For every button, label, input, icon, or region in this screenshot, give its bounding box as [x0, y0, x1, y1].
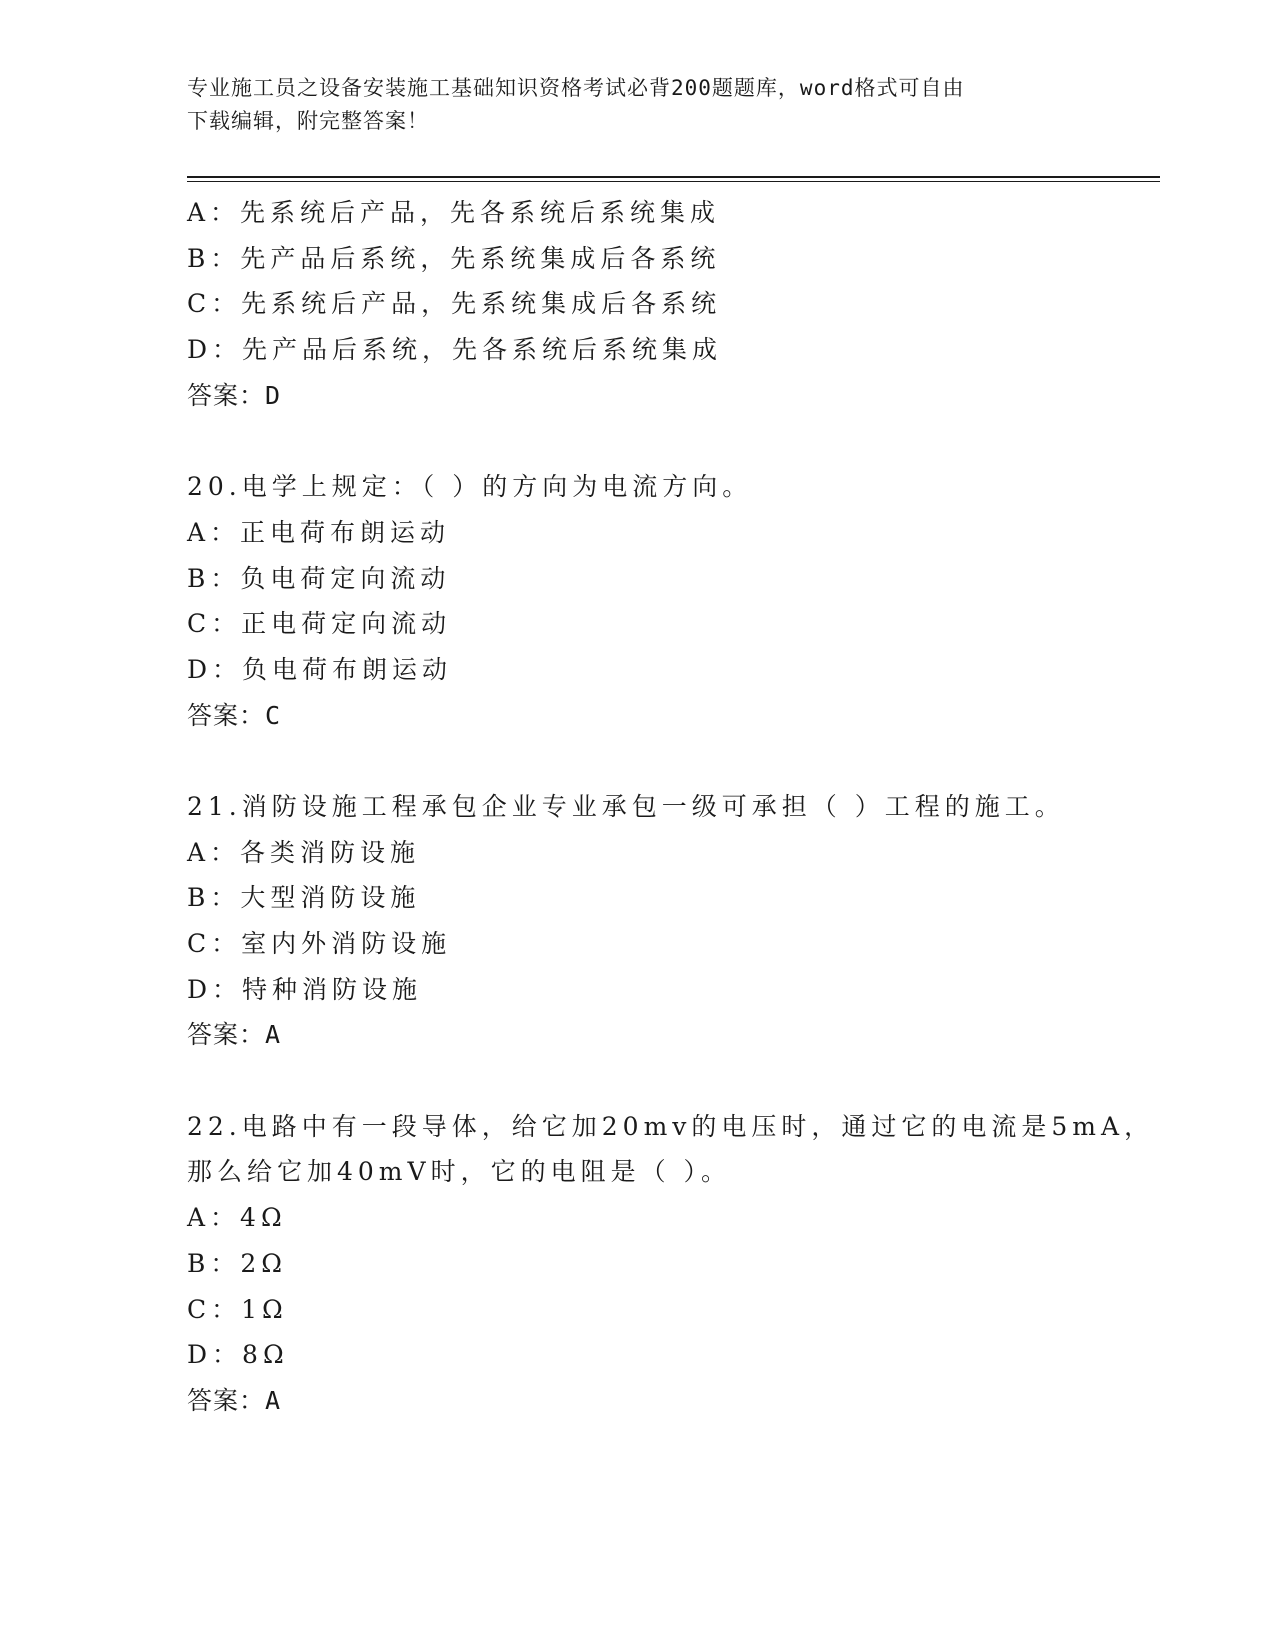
question-text-line-1: 22.电路中有一段导体，给它加20mv的电压时，通过它的电流是5mA， — [187, 1111, 1155, 1141]
question-list — [187, 190, 1160, 1424]
answer-line: 答案：A — [187, 1385, 282, 1415]
header-title-line-1: 专业施工员之设备安装施工基础知识资格考试必背200题题库，word格式可自由 — [187, 76, 965, 100]
option-a: A：各类消防设施 — [187, 837, 421, 867]
question-20 — [187, 464, 1160, 738]
option-a: A：先系统后产品，先各系统后系统集成 — [187, 198, 721, 227]
spacer — [187, 1058, 1160, 1104]
answer-line: 答案：D — [187, 380, 282, 410]
option-b: B：2Ω — [187, 1248, 288, 1278]
option-c: C：1Ω — [187, 1294, 288, 1324]
option-a: A：正电荷布朗运动 — [187, 517, 451, 547]
option-b: B：先产品后系统，先系统集成后各系统 — [187, 243, 721, 273]
question-22 — [187, 1104, 1160, 1424]
question-text-line-2: 那么给它加40mV时，它的电阻是（ ）。 — [187, 1157, 732, 1187]
option-c: C：先系统后产品，先系统集成后各系统 — [187, 289, 722, 319]
option-b: B：大型消防设施 — [187, 883, 421, 913]
option-d: D：8Ω — [187, 1340, 289, 1370]
header-divider — [187, 176, 1160, 182]
question-text: 20.电学上规定：（ ）的方向为电流方向。 — [187, 472, 753, 502]
header-title-line-2: 下载编辑，附完整答案！ — [187, 109, 429, 133]
option-d: D：特种消防设施 — [187, 974, 423, 1004]
answer-line: 答案：A — [187, 1020, 282, 1050]
spacer — [187, 418, 1160, 464]
option-c: C：正电荷定向流动 — [187, 609, 452, 639]
question-text: 21.消防设施工程承包企业专业承包一级可承担（ ）工程的施工。 — [187, 791, 1065, 821]
option-a: A：4Ω — [187, 1203, 287, 1233]
spacer — [187, 738, 1160, 784]
option-d: D：先产品后系统，先各系统后系统集成 — [187, 335, 723, 365]
option-c: C：室内外消防设施 — [187, 929, 452, 958]
option-b: B：负电荷定向流动 — [187, 563, 451, 593]
question-19 — [187, 190, 1160, 418]
option-d: D：负电荷布朗运动 — [187, 654, 453, 684]
document-header — [187, 72, 1087, 138]
answer-line: 答案：C — [187, 700, 282, 730]
question-21 — [187, 784, 1160, 1058]
